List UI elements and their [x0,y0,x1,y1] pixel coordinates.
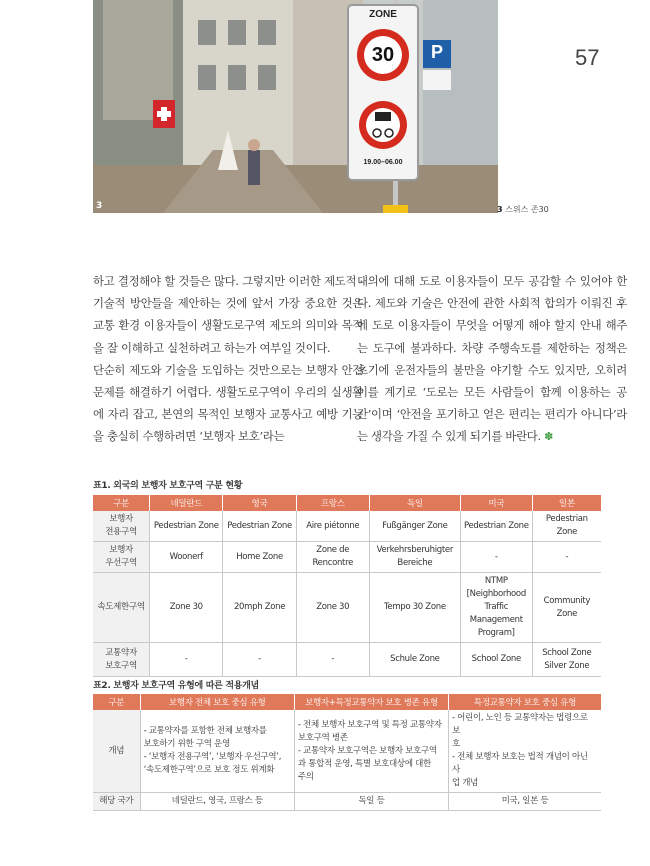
table1-header: 독일 [369,495,460,511]
table2-row [93,793,601,811]
table1-cell: NTMP [Neighborhood Traffic Management Program] [460,573,532,643]
table1-cell: - [460,542,532,573]
table1-cell: Community Zone [532,573,601,643]
body-paragraph: 단순히 제도와 기술을 도입하는 것만으로는 보행자 안전문제를 해결하기 어렵다. 생활도로구역이 우리의 실생활에 자리 잡고, 본연의 목적인 보행자 교통사고 예방 기능을 충실히 수행하려면 ‘보행자 보호’라는 [93,362,363,444]
table2-header-row [93,694,601,710]
table1-header-row [93,495,601,511]
table1-header: 프랑스 [296,495,369,511]
table1-title: 표1. 외국의 보행자 보호구역 구분 현황 [93,481,243,491]
table2-row [93,710,601,793]
table1-cell: Pedestrian Zone [460,511,532,542]
table1-cell: Home Zone [223,542,296,573]
table1 [93,495,601,677]
table2-header: 보행자+특정교통약자 보호 병존 유형 [294,694,448,710]
table2 [93,694,601,811]
table1-cell: - [296,643,369,677]
photo-caption [497,204,549,215]
table1-cell: Aire piétonne [296,511,369,542]
body-column-left [93,270,363,448]
zone-sign-label: ZONE [369,9,397,20]
table1-row [93,511,601,542]
table1-cell: Zone de Rencontre [296,542,369,573]
table1-cell: Woonerf [150,542,223,573]
table1-cell: Fußgänger Zone [369,511,460,542]
sign-hours: 19.00–06.00 [363,159,403,166]
photo-figure-number: 3 [96,201,103,211]
speed-limit-number: 30 [371,44,395,66]
table1-row [93,573,601,643]
table1-header: 구분 [93,495,150,511]
table1-row [93,542,601,573]
table1-header: 일본 [532,495,601,511]
table1-header: 네덜란드 [150,495,223,511]
table1-cell: Zone 30 [150,573,223,643]
page-number: 57 [575,45,600,70]
table2-header: 특정교통약자 보호 중심 유형 [448,694,601,710]
street-photo [93,0,498,213]
table1-row-label: 보행자 전용구역 [93,511,150,542]
table2-cell: 독일 등 [294,793,448,811]
parking-sign-letter: P [430,42,443,62]
table1-cell: - [532,542,601,573]
table2-cell: - 어린이, 노인 등 교통약자는 법령으로 보 호 - 전체 보행자 보호는 법적 개념이 아닌 사 업 개념 [448,710,601,793]
table1-cell: Pedestrian Zone [223,511,296,542]
table2-row-label: 해당 국가 [93,793,140,811]
caption-number: 3 [497,205,503,214]
end-mark-icon: ✽ [544,430,554,444]
table1-header: 영국 [223,495,296,511]
table1-cell: Pedestrian Zone [150,511,223,542]
table1-cell: School Zone [460,643,532,677]
table1-cell: Zone 30 [296,573,369,643]
table1-row-label: 교통약자 보호구역 [93,643,150,677]
table2-header: 보행자 전체 보호 중심 유형 [140,694,294,710]
table1-row-label: 속도제한구역 [93,573,150,643]
table2-cell: - 교통약자를 포함한 전체 보행자를 보호하기 위한 구역 운영 - ‘보행자 전용구역’, ‘보행자 우선구역’, ‘속도제한구역’으로 보호 정도 위계화 [140,710,294,793]
body-paragraph: 하고 결정해야 할 것들은 많다. 그렇지만 이러한 제도적 · 기술적 방안들을 제안하는 것에 앞서 가장 중요한 것은 교통 환경 이용자들이 생활도로구역 제도의 의미와 목적을 잘 이해하고 실천하려고 하는가 여부일 것이다. [93,274,363,355]
table1-cell: 20mph Zone [223,573,296,643]
table1-row-label: 보행자 우선구역 [93,542,150,573]
table2-title: 표2. 보행자 보호구역 유형에 따른 적용개념 [93,681,259,691]
caption-text: 스위스 존30 [505,205,549,214]
table1-cell: Pedestrian Zone [532,511,601,542]
table1-cell: Verkehrsberuhigter Bereiche [369,542,460,573]
body-column-right [357,270,627,449]
body-paragraph: 대의에 대해 도로 이용자들이 모두 공감할 수 있어야 한다. 제도와 기술은 안전에 관한 사회적 합의가 이뤄진 후에 도로 이용자들이 무엇을 어떻게 해야 할지 안내 해주는 도구에 불과하다. 차량 주행속도를 제한하는 정책은 초기에 운전자들의 불만을 야기할 수도 있지만, 오히려 이를 계기로 ‘도로는 모든 사람들이 함께 이용하는 공간’이며 ‘안전을 포기하고 얻은 편리는 편리가 아니다’라는 생각을 가질 수 있게 되기를 바란다. ✽ [357,274,627,444]
table1-row [93,643,601,677]
table2-row-label: 개념 [93,710,140,793]
table2-cell: - 전체 보행자 보호구역 및 특정 교통약자 보호구역 병존 - 교통약자 보호구역은 보행자 보호구역 과 통합적 운영, 특별 보호대상에 대한 주의 [294,710,448,793]
table2-cell: 미국, 일본 등 [448,793,601,811]
table2-header: 구분 [93,694,140,710]
table1-header: 미국 [460,495,532,511]
street-scene-illustration [93,0,498,213]
table1-cell: - [150,643,223,677]
table1-cell: Schule Zone [369,643,460,677]
table1-cell: - [223,643,296,677]
table1-cell: Tempo 30 Zone [369,573,460,643]
table1-cell: School Zone Silver Zone [532,643,601,677]
table2-cell: 네덜란드, 영국, 프랑스 등 [140,793,294,811]
